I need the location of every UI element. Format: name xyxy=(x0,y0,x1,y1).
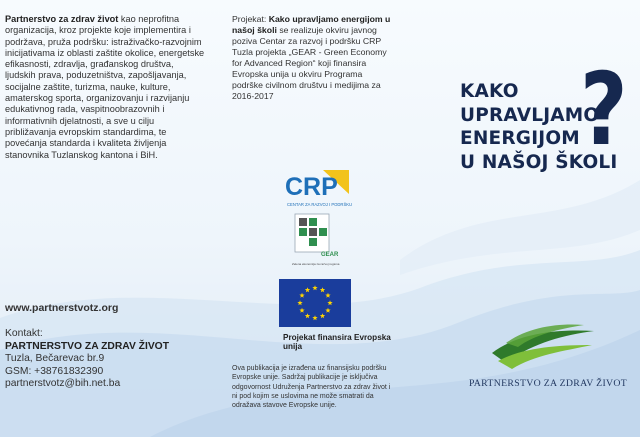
gear-logo-text: GEAR xyxy=(321,252,339,258)
eu-star-icon xyxy=(305,287,310,292)
organization-description xyxy=(5,14,205,161)
contact-label: Kontakt: xyxy=(5,328,43,339)
eu-star-icon xyxy=(299,293,304,298)
crp-logo-subtitle: CENTAR ZA RAZVOJ I PODRŠKU xyxy=(287,202,353,207)
title-line: UPRAVLJAMO xyxy=(460,104,600,126)
project-name: Kako upravljamo energijom u našoj školi xyxy=(232,14,391,35)
project-description xyxy=(232,14,392,102)
gear-logo xyxy=(291,212,353,270)
crp-logo xyxy=(283,168,355,210)
eu-star-icon xyxy=(305,313,310,318)
eu-disclaimer: Ova publikacija je izrađena uz finansijsku podršku Evropske unije. Sadržaj publikacije je isključiva odgovornost Udruženja Partnerstvo za zdrav život i ni pod kojim se uslovima ne može smatrati da odražava stavove Evropske unije. xyxy=(232,365,391,410)
question-mark-icon: ? xyxy=(580,51,628,168)
eu-star-icon xyxy=(320,313,325,318)
eu-stars xyxy=(279,279,351,327)
title-line: U NAŠOJ ŠKOLI xyxy=(460,151,618,173)
partnerstvo-logo xyxy=(488,323,598,371)
crp-logo-text: CRP xyxy=(285,173,338,201)
eu-star-icon xyxy=(327,300,332,305)
project-prefix: Projekat: xyxy=(232,14,269,24)
title-line: ENERGIJOM xyxy=(460,128,580,149)
contact-block xyxy=(5,328,169,391)
title-line: KAKO xyxy=(460,81,519,102)
org-name: PARTNERSTVO ZA ZDRAV ŽIVOT xyxy=(468,378,628,389)
eu-caption: Projekat finansira Evropska unija xyxy=(283,333,391,351)
eu-flag xyxy=(279,279,351,327)
website-link[interactable]: www.partnerstvotz.org xyxy=(5,302,119,314)
intro-org-name: Partnerstvo za zdrav život xyxy=(5,14,119,24)
contact-email[interactable]: partnerstvotz@bih.net.ba xyxy=(5,378,121,389)
eu-star-icon xyxy=(312,285,317,290)
project-text: se realizuje okviru javnog poziva Centar za razvoj i podršku CRP Tuzla projekta „GEAR - Green Economy for Advanced Region“ koji finansira Evropska unija u okviru Programa podrške civilnom društvu i medijima za 2016-2017 xyxy=(232,25,387,101)
eu-star-icon xyxy=(299,308,304,313)
eu-star-icon xyxy=(325,308,330,313)
contact-gsm: GSM: +38761832390 xyxy=(5,365,104,377)
eu-star-icon xyxy=(312,315,317,320)
contact-org: PARTNERSTVO ZA ZDRAV ŽIVOT xyxy=(5,340,169,352)
contact-address: Tuzla, Bečarevac br.9 xyxy=(5,353,105,364)
eu-star-icon xyxy=(320,287,325,292)
gear-logo-subtitle: Zelena ekonomija za razvoj regiona xyxy=(292,262,340,266)
eu-star-icon xyxy=(297,300,302,305)
intro-text: kao neprofitna organizacija, kroz projekte koje implementira i podržava, pruža podršku: istraživačko-razvojnim inicijativama iz oblasti zaštite okolice, energetske efikasnosti, zdravlja, građanskog društva, ljudskih prava, poduzetništva, zapošljavanja, socijalne zaštite, turizma, nauke, kulture, amaterskog sporta, organizovanju i razvijanju edukativnog rada, vaspitnoobrazovnih i informativnih djelatnosti, a sve u cilju približavanja evropskim standardima, te povećanja standarda i kvaliteta življenja stanovnika Tuzlanskog kantona i BiH. xyxy=(5,14,205,160)
eu-star-icon xyxy=(325,293,330,298)
